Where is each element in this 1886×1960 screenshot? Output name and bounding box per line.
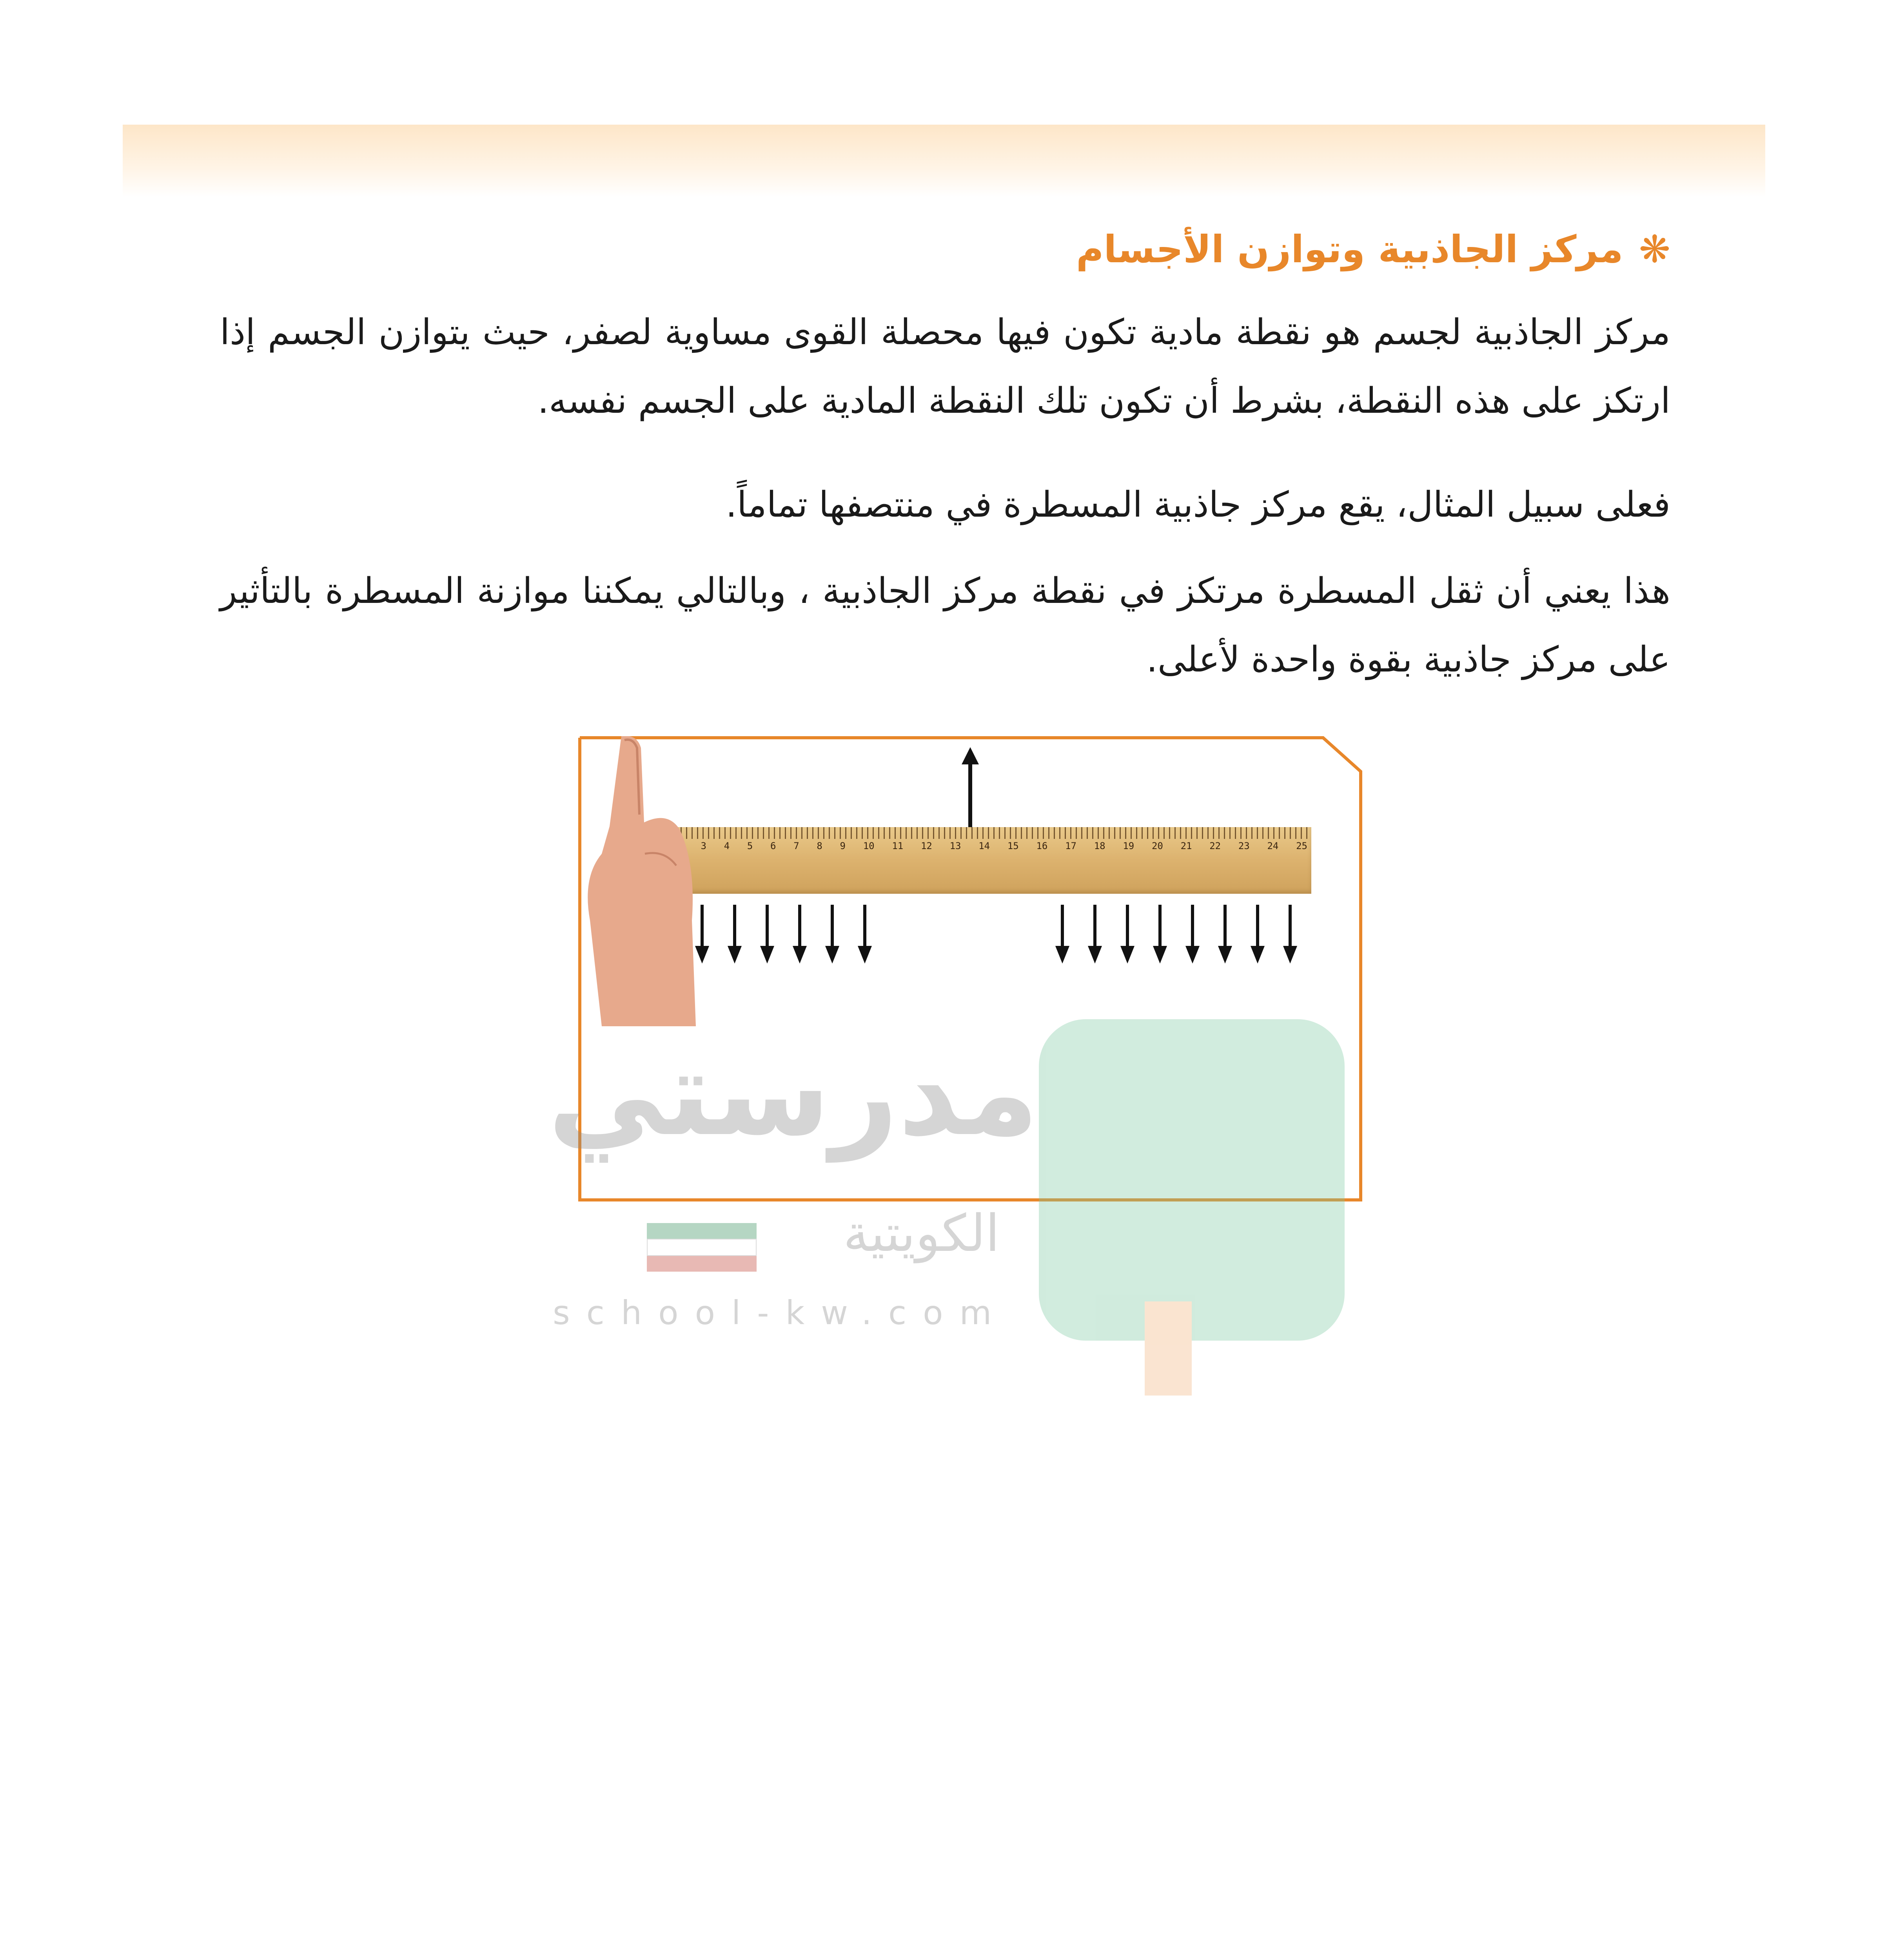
ruler-number: 22: [1209, 840, 1221, 851]
ruler-number: 19: [1123, 840, 1135, 851]
weight-arrow: [858, 905, 872, 964]
ruler-number: 7: [793, 840, 799, 851]
ruler-number: 16: [1036, 840, 1048, 851]
ruler-number: 17: [1065, 840, 1076, 851]
ruler-number: 25: [1296, 840, 1307, 851]
watermark: [529, 1019, 1372, 1396]
ruler-number: 6: [770, 840, 776, 851]
watermark-name: مدرستي: [548, 1025, 1039, 1162]
paragraph-definition: مركز الجاذبية لجسم هو نقطة مادية تكون فيها محصلة القوى مساوية لصفر، حيث يتوازن الجسم إذا ارتكز على هذه النقطة، بشرط أن تكون تلك النقطة المادية على الجسم نفسه.: [220, 312, 1670, 421]
ruler-number: 23: [1238, 840, 1250, 851]
section-title-text: مركز الجاذبية وتوازن الأجسام: [1076, 227, 1623, 271]
bullet-icon: ❋: [1639, 227, 1670, 271]
ruler-number: 10: [863, 840, 875, 851]
ruler-number: 12: [920, 840, 932, 851]
weight-arrow: [760, 905, 774, 964]
watermark-logo-stick: [1145, 1301, 1192, 1396]
ruler-number: 13: [949, 840, 961, 851]
paragraph-example: فعلى سبيل المثال، يقع مركز جاذبية المسطرة في منتصفها تماماً.: [726, 484, 1670, 525]
ruler-number: 24: [1267, 840, 1279, 851]
weight-arrow: [1218, 905, 1232, 964]
ruler-number: 4: [724, 840, 730, 851]
weight-arrow: [695, 905, 709, 964]
watermark-url: school-kw.com: [553, 1294, 1008, 1332]
ruler-number: 9: [840, 840, 846, 851]
ruler-number: 14: [978, 840, 990, 851]
weight-arrow: [1251, 905, 1265, 964]
paragraph-explanation: هذا يعني أن ثقل المسطرة مرتكز في نقطة مركز الجاذبية ، وبالتالي يمكننا موازنة المسطرة بالتأثير على مركز جاذبية بقوة واحدة لأعلى.: [220, 570, 1670, 680]
ruler-number: 18: [1094, 840, 1105, 851]
ruler-number: 11: [892, 840, 904, 851]
watermark-logo: [1039, 1019, 1345, 1341]
weight-arrow: [1283, 905, 1297, 964]
weight-arrow: [1185, 905, 1200, 964]
weight-arrow: [1055, 905, 1069, 964]
header-band: [123, 125, 1765, 197]
section-title: [1076, 227, 1670, 271]
ruler-number: 5: [747, 840, 753, 851]
watermark-country: الكويتية: [843, 1203, 1000, 1263]
weight-arrow: [728, 905, 742, 964]
finger-hand: [578, 736, 696, 1026]
ruler-number: 20: [1151, 840, 1163, 851]
ruler-number: 8: [817, 840, 822, 851]
weight-arrow: [825, 905, 839, 964]
ruler-number: 15: [1007, 840, 1019, 851]
weight-arrow: [1088, 905, 1102, 964]
up-force-arrow: [962, 747, 979, 827]
ruler-number: 3: [701, 840, 706, 851]
weight-arrow: [1153, 905, 1167, 964]
weight-arrow: [793, 905, 807, 964]
weight-arrow: [1120, 905, 1135, 964]
ruler-number: 21: [1180, 840, 1192, 851]
